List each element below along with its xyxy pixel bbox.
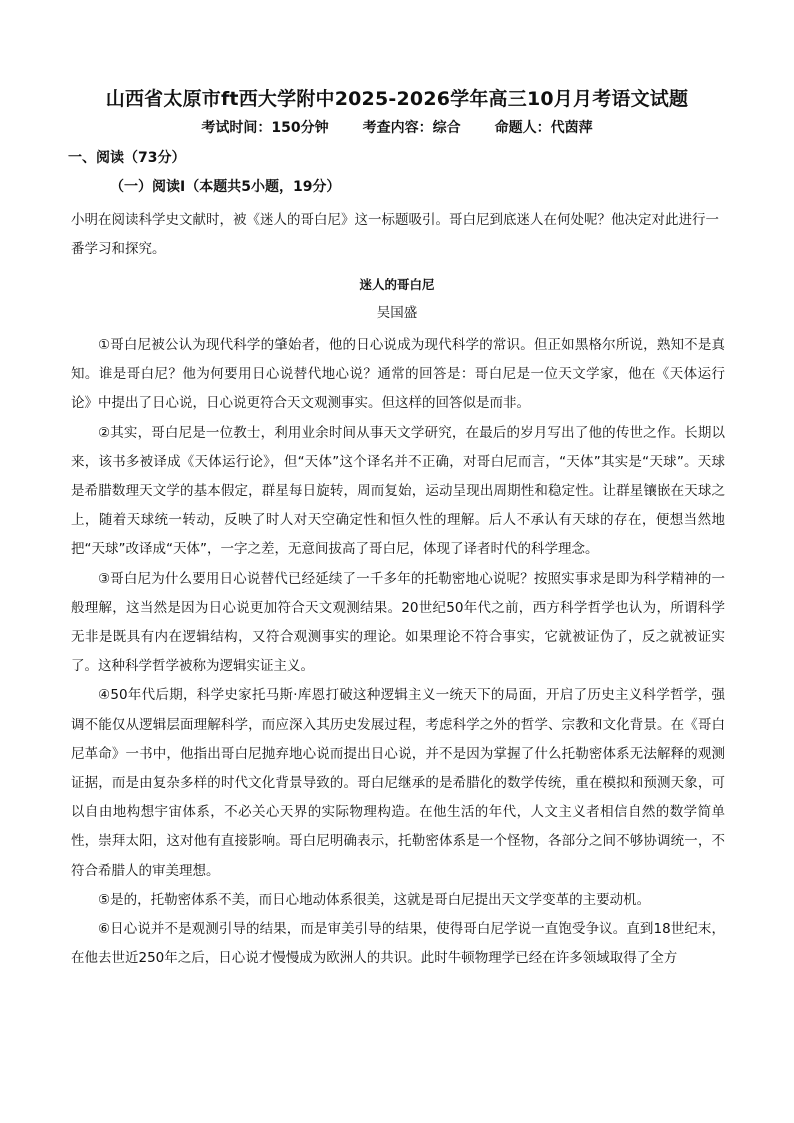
exam-time: 考试时间：150分钟 (201, 120, 329, 136)
exam-author: 命题人：代茵萍 (494, 120, 593, 136)
exam-title: 山西省太原市ft西大学附中2025-2026学年高三10月月考语文试题 (105, 88, 689, 110)
article-paragraph: ③哥白尼为什么要用日心说替代已经延续了一千多年的托勒密地心说呢？按照实事求是即为科学精神的一般理解，这当然是因为日心说更加符合天文观测结果。20世纪50年代之前，西方科学哲学也认为，所谓科学无非是既具有内在逻辑结构，又符合观测事实的理论。如果理论不符合事实，它就被证伪了，反之就被证实了。这种科学哲学被称为逻辑实证主义。 (71, 570, 725, 675)
article-paragraph: ⑤是的，托勒密体系不美，而日心地动体系很美，这就是哥白尼提出天文学变革的主要动机。 (98, 891, 651, 908)
intro-paragraph: 小明在阅读科学史文献时，被《迷人的哥白尼》这一标题吸引。哥白尼到底迷人在何处呢？他决定对此进行一番学习和探究。 (71, 212, 719, 257)
article-paragraph: ②其实，哥白尼是一位教士，利用业余时间从事天文学研究，在最后的岁月写出了他的传世之作。长期以来，该书多被译成《天体运行论》，但“天体”这个译名并不正确，对哥白尼而言，“天体”其实是“天球”。天球是希腊数理天文学的基本假定，群星每日旋转，周而复始，运动呈现出周期性和稳定性。让群星镶嵌在天球之上，随着天球统一转动，反映了时人对天空确定性和恒久性的理解。后人不承认有天球的存在，便想当然地把“天球”改译成“天体”，一字之差，无意间拔高了哥白尼，体现了译者时代的科学理念。 (71, 424, 725, 558)
exam-scope: 考查内容：综合 (362, 120, 461, 136)
exam-meta (0, 118, 794, 138)
section-heading: 一、阅读（73分） (68, 150, 186, 166)
article-paragraph: ⑥日心说并不是观测引导的结果，而是审美引导的结果，使得哥白尼学说一直饱受争议。直到18世纪末，在他去世近250年之后，日心说才慢慢成为欧洲人的共识。此时牛顿物理学已经在许多领域取得了全方 (71, 921, 725, 967)
article-paragraph: ④50年代后期，科学史家托马斯·库恩打破这种逻辑主义一统天下的局面，开启了历史主义科学哲学，强调不能仅从逻辑层面理解科学，而应深入其历史发展过程，考虑科学之外的哲学、宗教和文化背景。在《哥白尼革命》一书中，他指出哥白尼抛弃地心说而提出日心说，并不是因为掌握了什么托勒密体系无法解释的观测证据，而是由复杂多样的时代文化背景导致的。哥白尼继承的是希腊化的数学传统，重在模拟和预测天象，可以自由地构想宇宙体系，不必关心天界的实际物理构造。在他生活的年代，人文主义者相信自然的数学简单性，崇拜太阳，这对他有直接影响。哥白尼明确表示，托勒密体系是一个怪物，各部分之间不够协调统一，不符合希腊人的审美理想。 (71, 687, 725, 879)
subsection-heading: （一）阅读Ⅰ（本题共5小题，19分） (110, 179, 341, 195)
article-body (71, 331, 725, 973)
article-title: 迷人的哥白尼 (359, 277, 435, 292)
article-paragraph: ①哥白尼被公认为现代科学的肇始者，他的日心说成为现代科学的常识。但正如黑格尔所说，熟知不是真知。谁是哥白尼？他为何要用日心说替代地心说？通常的回答是：哥白尼是一位天文学家，他在《天体运行论》中提出了日心说，日心说更符合天文观测事实。但这样的回答似是而非。 (71, 337, 725, 412)
article-author: 吴国盛 (376, 305, 418, 321)
